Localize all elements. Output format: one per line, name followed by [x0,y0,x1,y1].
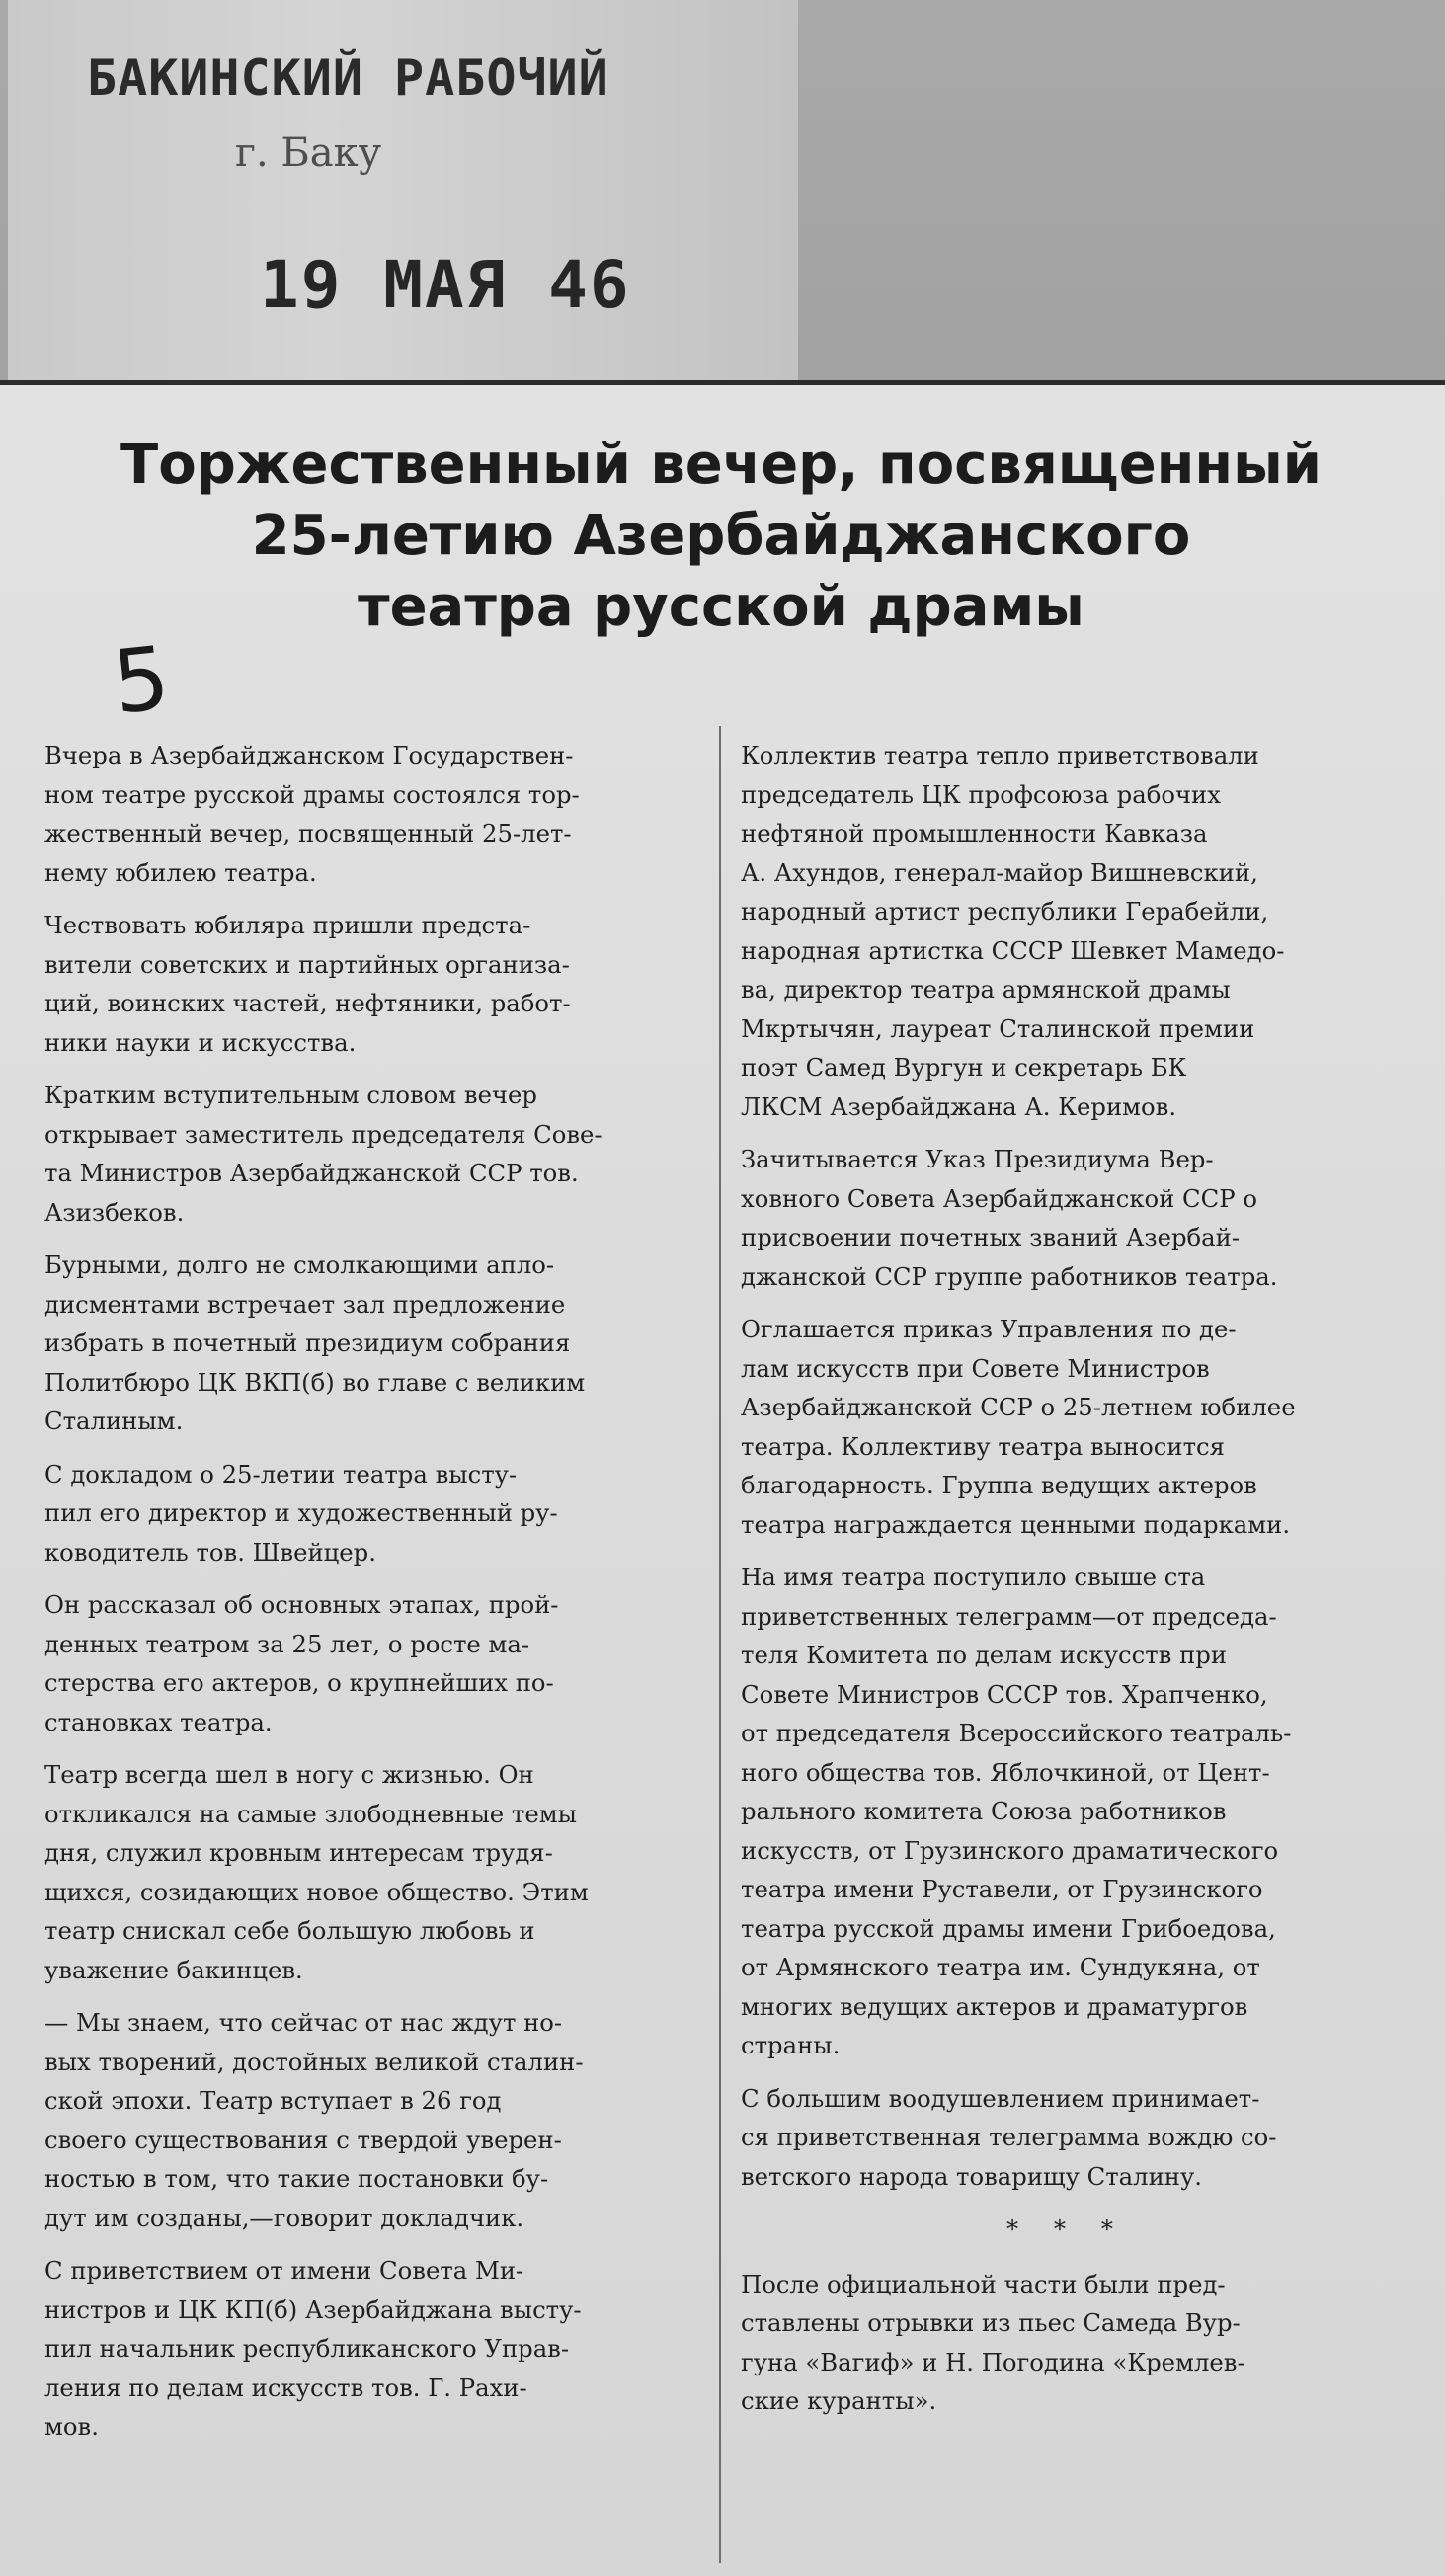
text-line: ники науки и искусства. [44,1027,357,1057]
text-line: гуна «Вагиф» и Н. Погодина «Кремлев- [741,2347,1245,2376]
headline-line: театра русской драмы [358,575,1084,639]
text-line: своего существования с твердой уверен- [44,2125,562,2154]
right-column [741,736,1393,2435]
text-line: Азизбеков. [44,1197,185,1227]
text-line: мов. [44,2412,99,2441]
section-separator: * * * [1006,2214,1127,2243]
text-line: присвоении почетных званий Азербай- [741,1223,1241,1251]
text-line: народный артист республики Герабейли, [741,897,1269,926]
text-line: театр снискал себе большую любовь и [44,1916,535,1945]
article-paragraph [741,1140,1393,1296]
text-line: ностью в том, что такие постановки бу- [44,2164,549,2193]
text-line: Театр всегда шел в ногу с жизнью. Он [44,1760,534,1789]
article-paragraph [44,736,696,892]
text-line: народная артистка СССР Шевкет Мамедо- [741,935,1285,965]
text-line: дут им созданы,—говорит докладчик. [44,2203,524,2232]
text-line: рального комитета Союза работников [741,1797,1227,1825]
text-line: ветского народа товарищу Сталину. [741,2161,1202,2191]
text-line: нефтяной промышленности Кавказа [741,819,1208,847]
text-line: Бурными, долго не смолкающими апло- [44,1250,555,1279]
text-line: С приветствием от имени Совета Ми- [44,2256,524,2285]
article-paragraph [44,906,696,1062]
article-paragraph [741,2265,1393,2421]
article-paragraph [44,1246,696,1441]
text-line: Зачитывается Указ Президиума Вер- [741,1145,1214,1173]
text-line: от Армянского театра им. Сундукяна, от [741,1953,1260,1981]
headline-line: Торжественный вечер, посвященный [120,433,1322,497]
article-paragraph [741,736,1393,1126]
article-paragraph [44,1585,696,1741]
text-line: вители советских и партийных организа- [44,949,570,979]
text-line: После официальной части были пред- [741,2269,1226,2298]
article-paragraph [44,1076,696,1232]
text-line: ций, воинских частей, нефтяники, работ- [44,989,571,1017]
text-line: денных театром за 25 лет, о росте ма- [44,1629,530,1658]
text-line: ном театре русской драмы состоялся тор- [44,779,580,809]
text-line: Оглашается приказ Управления по де- [741,1315,1237,1343]
text-line: — Мы знаем, что сейчас от нас ждут но- [44,2008,563,2037]
text-line: С большим воодушевлением принимает- [741,2083,1260,2113]
headline-line: 25-летию Азербайджанского [251,504,1191,568]
text-line: многих ведущих актеров и драматургов [741,1991,1248,2021]
text-line: поэт Самед Вургун и секретарь БК [741,1053,1187,1082]
stamp-newspaper-name: БАКИНСКИЙ РАБОЧИЙ [87,49,609,107]
text-line: искусств, от Грузинского драматического [741,1835,1279,1865]
text-line: Вчера в Азербайджанском Государствен- [44,741,574,769]
text-line: ЛКСМ Азербайджана А. Керимов. [741,1091,1177,1121]
text-line: Совете Министров СССР тов. Храпченко, [741,1679,1268,1709]
archive-stamp [8,0,798,380]
left-column [44,736,696,2460]
text-line: Мкртычян, лауреат Сталинской премии [741,1013,1255,1043]
text-line: ления по делам искусств тов. Г. Рахи- [44,2373,527,2402]
text-line: ставлены отрывки из пьес Самеда Вур- [741,2308,1241,2337]
text-line: щихся, созидающих новое общество. Этим [44,1877,589,1906]
text-line: театра. Коллективу театра выносится [741,1431,1225,1461]
text-line: приветственных телеграмм—от председа- [741,1601,1277,1631]
text-line: Он рассказал об основных этапах, прой- [44,1590,559,1619]
text-line: ководитель тов. Швейцер. [44,1537,376,1567]
text-line: избрать в почетный президиум собрания [44,1328,571,1357]
text-line: ся приветственная телеграмма вождю со- [741,2123,1277,2151]
stamp-city: г. Баку [235,130,382,176]
text-line: А. Ахундов, генерал-майор Вишневский, [741,857,1258,887]
text-line: пил его директор и художественный ру- [44,1498,558,1527]
article-paragraph [741,1310,1393,1544]
text-line: ва, директор театра армянской драмы [741,975,1231,1004]
article-headline [59,430,1383,643]
text-line: вых творений, достойных великой сталин- [44,2047,584,2076]
text-line: На имя театра поступило свыше ста [741,1563,1206,1591]
text-line: Сталиным. [44,1407,184,1435]
text-line: лам искусств при Совете Министров [741,1353,1210,1383]
text-line: театра награждается ценными подарками. [741,1509,1291,1539]
text-line: Коллектив театра тепло приветствовали [741,741,1259,769]
text-line: откликался на самые злободневные темы [44,1799,577,1828]
text-line: нистров и ЦК КП(б) Азербайджана высту- [44,2294,582,2324]
article-paragraph [44,2251,696,2447]
stamp-date: 19 МАЯ 46 [260,247,631,323]
text-line: театра имени Руставели, от Грузинского [741,1875,1263,1903]
article-paragraph [44,1755,696,1989]
text-line: нему юбилею театра. [44,857,317,887]
text-line: дисментами встречает зал предложение [44,1289,566,1319]
text-line: Политбюро ЦК ВКП(б) во главе с великим [44,1367,586,1397]
text-line: открывает заместитель председателя Сове- [44,1119,602,1149]
text-line: пил начальник республиканского Управ- [44,2334,570,2363]
article-paragraph [44,2003,696,2237]
text-line: теля Комитета по делам искусств при [741,1641,1228,1669]
text-line: страны. [741,2031,841,2059]
handwritten-page-mark: 5 [108,626,175,734]
text-line: С докладом о 25-летии театра высту- [44,1459,518,1489]
newspaper-clipping [0,380,1445,2576]
column-divider [719,726,721,2563]
article-paragraph [44,1455,696,1572]
article-paragraph [741,2079,1393,2197]
text-line: от председателя Всероссийского театраль- [741,1719,1292,1747]
text-line: Чествовать юбиляра пришли предста- [44,911,531,939]
text-line: та Министров Азербайджанской ССР тов. [44,1159,579,1187]
text-line: Кратким вступительным словом вечер [44,1081,537,1109]
text-line: театра русской драмы имени Грибоедова, [741,1913,1276,1943]
text-line: ские куранты». [741,2386,937,2415]
text-line: Азербайджанской ССР о 25-летнем юбилее [741,1393,1296,1421]
text-line: благодарность. Группа ведущих актеров [741,1471,1257,1499]
text-line: ховного Совета Азербайджанской ССР о [741,1183,1257,1213]
text-line: джанской ССР группе работников театра. [741,1261,1278,1291]
article-paragraph [741,1558,1393,2065]
text-line: ской эпохи. Театр вступает в 26 год [44,2086,502,2115]
text-line: ного общества тов. Яблочкиной, от Цент- [741,1757,1270,1787]
text-line: жественный вечер, посвященный 25-лет- [44,819,572,847]
text-line: председатель ЦК профсоюза рабочих [741,779,1221,809]
text-line: дня, служил кровным интересам трудя- [44,1838,553,1867]
text-line: уважение бакинцев. [44,1955,303,1984]
text-line: становках театра. [44,1707,273,1736]
text-line: стерства его актеров, о крупнейших по- [44,1668,554,1697]
